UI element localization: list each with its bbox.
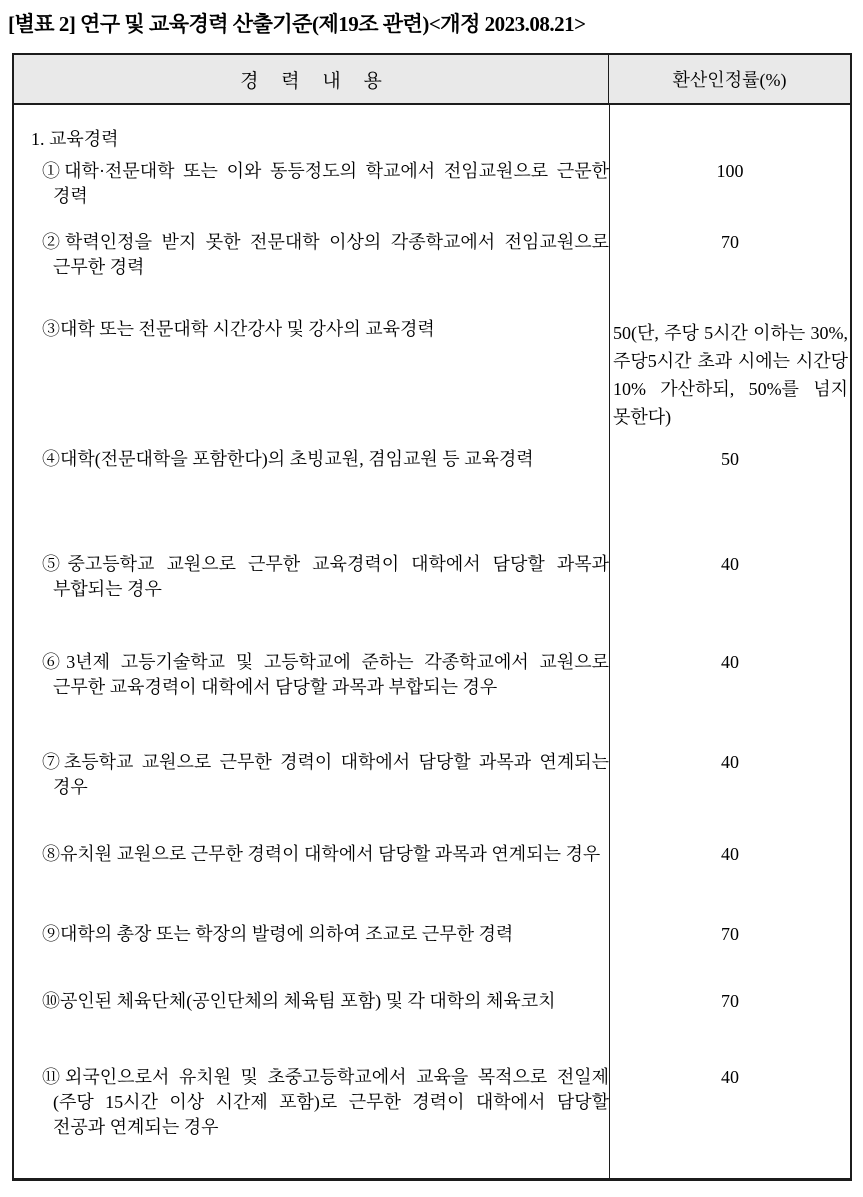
item-text: ⑦초등학교 교원으로 근무한 경력이 대학에서 담당할 과목과 연계되는 경우 — [42, 752, 609, 797]
table-row — [14, 552, 850, 650]
item-rate: 40 — [609, 650, 850, 750]
item-text: ⑩공인된 체육단체(공인단체의 체육팀 포함) 및 각 대학의 체육코치 — [42, 991, 556, 1011]
table-row — [14, 922, 850, 989]
table-row — [14, 650, 850, 750]
section-row — [14, 105, 850, 159]
item-rate: 40 — [609, 750, 850, 842]
table-row — [14, 230, 850, 317]
section-label: 1. 교육경력 — [31, 129, 119, 149]
table-row — [14, 989, 850, 1065]
header-rate-cell: 환산인정률(%) — [608, 55, 850, 103]
table-row — [14, 159, 850, 230]
section-rate-cell — [609, 105, 850, 159]
item-rate: 70 — [609, 922, 850, 989]
item-text: ⑧유치원 교원으로 근무한 경력이 대학에서 담당할 과목과 연계되는 경우 — [42, 844, 601, 864]
table-row — [14, 317, 850, 447]
item-rate: 40 — [609, 842, 850, 922]
item-rate: 70 — [609, 989, 850, 1065]
table-row — [14, 842, 850, 922]
table-row — [14, 1065, 850, 1178]
item-rate: 40 — [609, 1065, 850, 1178]
item-text: ⑤중고등학교 교원으로 근무한 교육경력이 대학에서 담당할 과목과 부합되는 경우 — [42, 554, 609, 599]
career-table — [12, 53, 852, 1181]
header-content-cell: 경 력 내 용 — [240, 70, 382, 92]
table-row — [14, 750, 850, 842]
page-title: [별표 2] 연구 및 교육경력 산출기준(제19조 관련)<개정 2023.08.21> — [8, 12, 586, 36]
table-row — [14, 447, 850, 552]
item-rate: 40 — [609, 552, 850, 650]
item-text: ②학력인정을 받지 못한 전문대학 이상의 각종학교에서 전임교원으로 근무한 경력 — [42, 232, 609, 277]
item-text: ④대학(전문대학을 포함한다)의 초빙교원, 겸임교원 등 교육경력 — [42, 449, 534, 469]
item-rate: 100 — [609, 159, 850, 230]
item-text: ⑪외국인으로서 유치원 및 초중고등학교에서 교육을 목적으로 전일제(주당 15시간 이상 시간제 포함)로 근무한 경력이 대학에서 담당할 전공과 연계되는 경우 — [42, 1067, 609, 1137]
item-text: ⑨대학의 총장 또는 학장의 발령에 의하여 조교로 근무한 경력 — [42, 924, 514, 944]
item-rate: 50 — [609, 447, 850, 552]
item-text: ③대학 또는 전문대학 시간강사 및 강사의 교육경력 — [42, 319, 435, 339]
item-text: ①대학·전문대학 또는 이와 동등정도의 학교에서 전임교원으로 근문한 경력 — [42, 161, 609, 206]
item-text: ⑥3년제 고등기술학교 및 고등학교에 준하는 각종학교에서 교원으로 근무한 교육경력이 대학에서 담당할 과목과 부합되는 경우 — [42, 652, 609, 697]
item-rate: 70 — [609, 230, 850, 317]
table-header-row — [14, 55, 850, 105]
item-rate: 50(단, 주당 5시간 이하는 30%, 주당5시간 초과 시에는 시간당 10% 가산하되, 50%를 넘지 못한다) — [609, 317, 850, 447]
